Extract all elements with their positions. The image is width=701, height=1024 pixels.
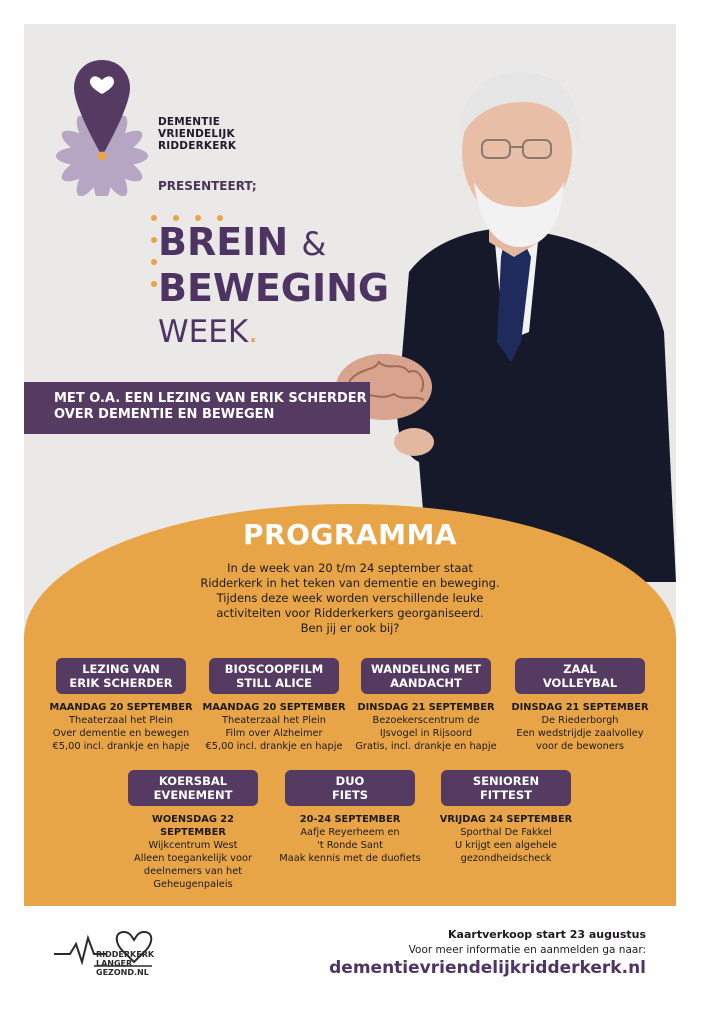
title-week: WEEK: [158, 314, 249, 350]
title-dot: .: [248, 314, 259, 350]
more-info-text: Voor meer informatie en aanmelden ga naar:: [408, 944, 646, 956]
title-beweging: BEWEGING: [158, 266, 390, 310]
activity-lezing-info: MAANDAG 20 SEPTEMBER Theaterzaal het Plein Over dementie en bewegen €5,00 incl. drankje en hapje: [49, 702, 193, 752]
programma-intro: In de week van 20 t/m 24 september staat Ridderkerk in het teken van dementie en beweging. Tijdens deze week worden verschillende leuke activiteiten voor Ridderkerkers georganiseerd. Ben jij er ook bij?: [200, 561, 500, 635]
title-ampersand: &: [301, 225, 327, 263]
activity-wandeling-info: DINSDAG 21 SEPTEMBER Bezoekerscentrum de IJsvogel in Rijsoord Gratis, incl. drankje en hapje: [355, 702, 497, 752]
activity-duofiets-info: 20-24 SEPTEMBER Aafje Reyerheem en 't Ronde Sant Maak kennis met de duofiets: [279, 814, 421, 864]
ticket-sale-text: Kaartverkoop start 23 augustus: [448, 928, 646, 941]
title-brein: BREIN: [158, 220, 289, 264]
poster: [24, 24, 676, 1010]
activity-fittest-title: SENIOREN FITTEST: [441, 770, 571, 806]
activity-volleybal-title: ZAAL VOLLEYBAL: [515, 658, 645, 694]
banner-line-1: MET O.A. EEN LEZING VAN ERIK SCHERDER: [54, 391, 367, 406]
activity-volleybal-info: DINSDAG 21 SEPTEMBER De Riederborgh Een wedstrijdje zaalvolley voor de bewoners: [511, 702, 649, 752]
presents-text: PRESENTEERT;: [158, 179, 257, 193]
activity-bioscoopfilm-title: BIOSCOOPFILM STILL ALICE: [209, 658, 339, 694]
langer-gezond-logo-text: RIDDERKERK LANGER GEZOND.NL: [96, 950, 155, 977]
footer: [24, 906, 676, 1010]
dementie-vriendelijk-logo: [52, 56, 152, 196]
activity-koersbal-title: KOERSBAL EVENEMENT: [128, 770, 258, 806]
activity-duofiets-title: DUO FIETS: [285, 770, 415, 806]
programma-title: PROGRAMMA: [243, 518, 457, 551]
activity-wandeling-title: WANDELING MET AANDACHT: [361, 658, 491, 694]
banner-line-2: OVER DEMENTIE EN BEWEGEN: [54, 407, 275, 422]
activity-koersbal-info: WOENSDAG 22 SEPTEMBER Wijkcentrum West Alleen toegankelijk voor deelnemers van het Geheugenpaleis: [134, 814, 252, 890]
activity-fittest-info: VRIJDAG 24 SEPTEMBER Sporthal De Fakkel U krijgt een algehele gezondheidscheck: [439, 814, 573, 864]
website-link[interactable]: dementievriendelijkridderkerk.nl: [329, 958, 646, 978]
logo-text: DEMENTIE VRIENDELIJK RIDDERKERK: [158, 116, 237, 152]
lecture-banner: [24, 382, 370, 434]
activity-lezing-title: LEZING VAN ERIK SCHERDER: [56, 658, 186, 694]
activity-bioscoopfilm-info: MAANDAG 20 SEPTEMBER Theaterzaal het Plein Film over Alzheimer €5,00 incl. drankje en hapje: [202, 702, 346, 752]
speaker-portrait: [299, 42, 676, 582]
